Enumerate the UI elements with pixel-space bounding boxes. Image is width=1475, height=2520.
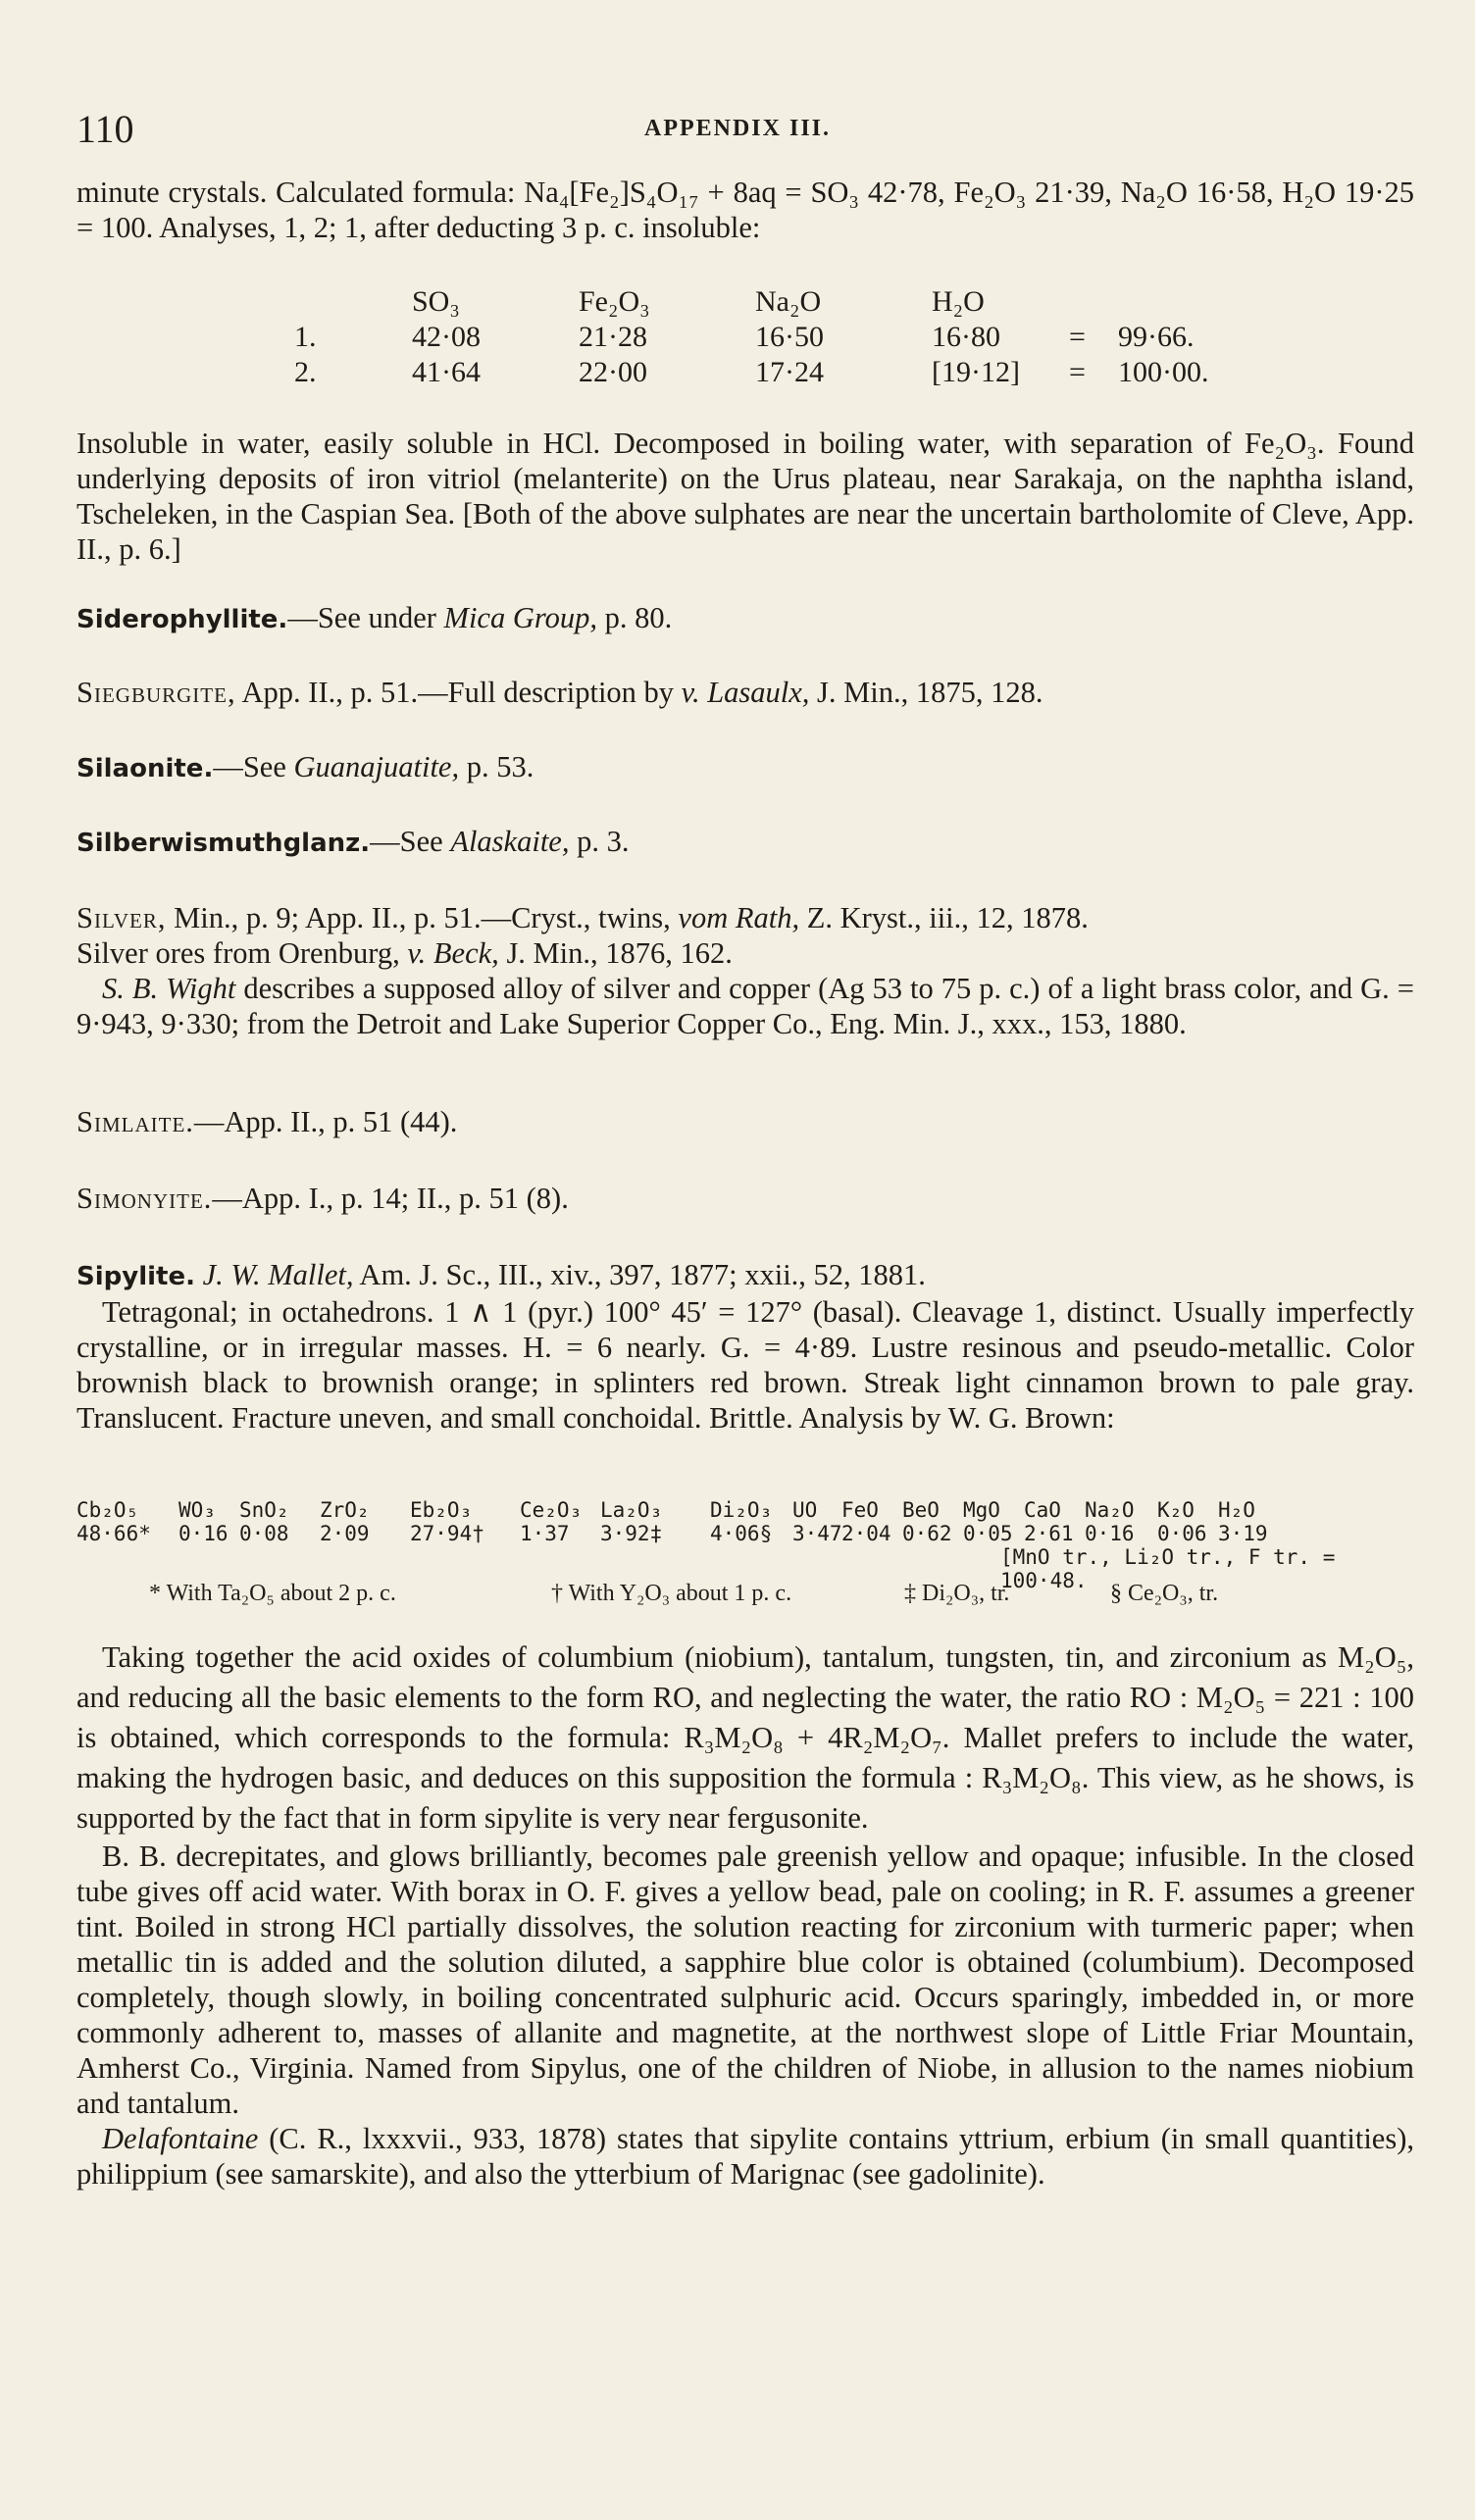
analysis-cell: 41·64 xyxy=(412,356,481,388)
analysis-cell: 16·80 xyxy=(932,321,1000,353)
sipylite-value-cell: 4·06§ xyxy=(710,1522,773,1545)
analysis-cell: 100·00. xyxy=(1118,356,1209,388)
sipylite-value-cell: 0·05 xyxy=(963,1522,1013,1545)
sipylite-value-cell: 0·06 xyxy=(1157,1522,1207,1545)
analysis-cell: 22·00 xyxy=(579,356,647,388)
footnote: ‡ Di₂O₃, tr. xyxy=(904,1581,1010,1606)
entry-text: —App. I., p. 14; II., p. 51 (8). xyxy=(212,1182,569,1215)
sipylite-header-cell: Na₂O xyxy=(1085,1498,1135,1522)
author-italic: S. B. Wight xyxy=(102,972,236,1005)
entry-simonyite xyxy=(76,1181,1414,1216)
sipylite-header-cell: K₂O xyxy=(1157,1498,1195,1522)
sipylite-header-cell: Eb₂O₃ xyxy=(410,1498,473,1522)
analysis-header-cell xyxy=(1069,284,1118,320)
analysis-header-cell: Fe₂O₃ xyxy=(579,285,650,318)
headword: Silberwismuthglanz. xyxy=(76,829,371,858)
entry-text: Silver ores from Orenburg, xyxy=(76,936,408,970)
sipylite-header-cell: FeO xyxy=(841,1498,879,1522)
sipylite-header-cell: MgO xyxy=(963,1498,1000,1522)
analysis-row xyxy=(294,320,1255,355)
intro-text: minute crystals. Calculated formula: Na₄[Fe₂]S₄O₁₇ + 8aq = SO₃ 42·78, Fe₂O₃ 21·39, Na₂O 16·58, H₂O 19·25 = 100. Analyses, 1, 2; 1, after deducting 3 p. c. insoluble: xyxy=(76,176,1414,244)
analysis-table-wrap xyxy=(294,284,1255,390)
analysis-header-cell: Na₂O xyxy=(755,285,822,318)
entry-silver xyxy=(76,900,1414,1041)
entry-text: App. II., p. 51.—Full description by xyxy=(235,676,682,709)
analysis-header-cell xyxy=(1118,284,1255,320)
running-head: APPENDIX III. xyxy=(643,116,831,141)
entry-text: describes a supposed alloy of silver and copper (Ag 53 to 75 p. c.) of a light brass color, and G. = 9·943, 9·330; from the Detroit and Lake Superior Copper Co., Eng. Min. J., xxx., 153, 1880. xyxy=(76,972,1414,1040)
entry-sipylite xyxy=(76,1257,1414,1436)
analysis-cell: [19·12] xyxy=(932,356,1020,388)
entry-text: J. Min., 1876, 162. xyxy=(498,936,733,970)
analysis-row xyxy=(294,355,1255,390)
intro-block xyxy=(76,175,1414,245)
sipylite-analysis-value-row xyxy=(76,1522,1414,1545)
entry-text: —App. II., p. 51 (44). xyxy=(193,1105,458,1138)
sipylite-header-cell: H₂O xyxy=(1218,1498,1255,1522)
entry-text: —See xyxy=(370,825,451,858)
footnote: § Ce₂O₃, tr. xyxy=(1110,1581,1219,1606)
entry-text: (C. R., lxxxvii., 933, 1878) states that sipylite contains yttrium, erbium (in small quantities), philippium (see samarskite), and also the ytterbium of Marignac (see gadolinite). xyxy=(76,2122,1414,2191)
sipylite-header-cell: La₂O₃ xyxy=(600,1498,663,1522)
entry-silberwismuthglanz xyxy=(76,824,1414,861)
sipylite-value-cell: 27·94† xyxy=(410,1522,484,1545)
sipylite-header-cell: Cb₂O₅ xyxy=(76,1498,139,1522)
sipylite-header-cell: BeO xyxy=(902,1498,940,1522)
discussion-paragraph: Taking together the acid oxides of columbium (niobium), tantalum, tungsten, tin, and zirconium as M₂O₅, and reducing all the basic elements to the form RO, and neglecting the water, the ratio RO : M₂O₅ = 221 : 100 is obtained, which corresponds to the formula: R₃M₂O₈ + 4R₂M₂O₇. Mallet prefers to include the water, making the hydrogen basic, and deduces on this supposition the formula : R₃M₂O₈. This view, as he shows, is supported by the fact that in form sipylite is very near fergusonite. xyxy=(76,1640,1414,1835)
insoluble-paragraph: Insoluble in water, easily soluble in HCl. Decomposed in boiling water, with separation of Fe₂O₃. Found underlying deposits of iron vitriol (melanterite) on the Urus plateau, near Sarakaja, on the naphtha island, Tscheleken, in the Caspian Sea. [Both of the above sulphates are near the uncertain bartholomite of Cleve, App. II., p. 6.] xyxy=(76,427,1414,566)
entry-ref-italic: vom Rath, xyxy=(678,901,800,934)
sipylite-value-cell: 3·92‡ xyxy=(600,1522,663,1545)
headword: Simlaite. xyxy=(76,1105,194,1138)
footnote: † With Y₂O₃ about 1 p. c. xyxy=(551,1581,792,1606)
analysis-cell: = xyxy=(1069,356,1086,388)
sipylite-value-cell: 3·19 xyxy=(1218,1522,1268,1545)
sipylite-value-cell: 3·47 xyxy=(792,1522,842,1545)
entry-simlaite xyxy=(76,1104,1414,1139)
entry-text: Z. Kryst., iii., 12, 1878. xyxy=(799,901,1089,934)
headword: Simonyite. xyxy=(76,1182,213,1215)
entry-text: —See under xyxy=(287,601,444,634)
headword: Silaonite. xyxy=(76,754,214,783)
analysis-cell: 42·08 xyxy=(412,321,481,353)
author-italic: Delafontaine xyxy=(102,2122,259,2155)
footnote: * With Ta₂O₅ about 2 p. c. xyxy=(149,1581,396,1606)
headword: Sipylite. xyxy=(76,1262,195,1291)
sipylite-value-cell: 2·09 xyxy=(320,1522,370,1545)
entry-siegburgite xyxy=(76,675,1414,710)
author-italic: J. W. Mallet, xyxy=(202,1258,354,1291)
entry-siderophyllite xyxy=(76,600,1414,637)
entry-ref-italic: v. Beck, xyxy=(407,936,499,970)
sipylite-value-cell: 0·62 xyxy=(902,1522,952,1545)
entry-text: Min., p. 9; App. II., p. 51.—Cryst., twins, xyxy=(166,901,679,934)
headword: Siegburgite, xyxy=(76,676,236,709)
entry-text: —See xyxy=(213,750,294,783)
analysis-cell: 2. xyxy=(294,356,317,388)
headword: Silver, xyxy=(76,901,167,934)
insoluble-block xyxy=(76,426,1414,567)
sipylite-description: Tetragonal; in octahedrons. 1 ∧ 1 (pyr.) 100° 45′ = 127° (basal). Cleavage 1, distinct. Usually imperfectly crystalline, or in irregular masses. H. = 6 nearly. G. = 4·89. Lustre resinous and pseudo-metallic. Color brownish black to brownish orange; in splinters red brown. Streak light cinnamon brown to pale gray. Translucent. Fracture uneven, and small conchoidal. Brittle. Analysis by W. G. Brown: xyxy=(76,1295,1414,1435)
analysis-header-cell: H₂O xyxy=(932,285,985,318)
analysis-cell: 1. xyxy=(294,321,317,353)
analysis-cell: 99·66. xyxy=(1118,321,1195,353)
page-number: 110 xyxy=(76,107,134,151)
sipylite-value-cell: 2·61 xyxy=(1024,1522,1074,1545)
sipylite-header-cell: CaO xyxy=(1024,1498,1061,1522)
analysis-header-cell xyxy=(294,284,412,320)
sipylite-header-cell: WO₃ xyxy=(178,1498,216,1522)
analysis-cell: 17·24 xyxy=(755,356,824,388)
sipylite-value-cell: 0·16 xyxy=(1085,1522,1135,1545)
analysis-cell: 16·50 xyxy=(755,321,824,353)
sipylite-header-cell: SnO₂ xyxy=(239,1498,289,1522)
entry-ref-italic: Alaskaite, xyxy=(450,825,570,858)
entry-text: J. Min., 1875, 128. xyxy=(809,676,1043,709)
entry-text: Am. J. Sc., III., xiv., 397, 1877; xxii., 52, 1881. xyxy=(353,1258,926,1291)
discussion-paragraph: B. B. decrepitates, and glows brilliantly, becomes pale greenish yellow and opaque; infusible. In the closed tube gives off acid water. With borax in O. F. gives a yellow bead, pale on cooling; in R. F. assumes a greener tint. Boiled in strong HCl partially dissolves, the solution reacting for zirconium with turmeric paper; when metallic tin is added and the solution diluted, a sapphire blue color is obtained (columbium). Decomposed completely, though slowly, in boiling concentrated sulphuric acid. Occurs sparingly, imbedded in, or more commonly adherent to, masses of allanite and magnetite, at the northwest slope of Little Friar Mountain, Amherst Co., Virginia. Named from Sipylus, one of the children of Niobe, in allusion to the names niobium and tantalum. xyxy=(76,1840,1414,2120)
analysis-table xyxy=(294,284,1255,390)
entry-ref-italic: Mica Group, xyxy=(443,601,597,634)
analysis-header-row xyxy=(294,284,1255,320)
discussion-block xyxy=(76,1638,1414,2192)
sipylite-analysis-table xyxy=(76,1498,1414,1592)
sipylite-value-cell: 1·37 xyxy=(520,1522,570,1545)
sipylite-value-cell: 0·08 xyxy=(239,1522,289,1545)
analysis-header-cell: SO₃ xyxy=(412,285,460,318)
analysis-cell: 21·28 xyxy=(579,321,647,353)
analysis-cell: = xyxy=(1069,321,1086,353)
sipylite-header-cell: ZrO₂ xyxy=(320,1498,370,1522)
sipylite-header-cell: Ce₂O₃ xyxy=(520,1498,583,1522)
sipylite-analysis-header-row xyxy=(76,1498,1414,1522)
entry-text: p. 3. xyxy=(569,825,630,858)
sipylite-header-cell: Di₂O₃ xyxy=(710,1498,773,1522)
entry-ref-italic: v. Lasaulx, xyxy=(681,676,810,709)
entry-silaonite xyxy=(76,749,1414,786)
sipylite-value-cell: 2·04 xyxy=(841,1522,891,1545)
sipylite-value-cell: 48·66* xyxy=(76,1522,151,1545)
headword: Siderophyllite. xyxy=(76,605,288,634)
sipylite-header-cell: UO xyxy=(792,1498,818,1522)
entry-ref-italic: Guanajuatite, xyxy=(293,750,460,783)
sipylite-extra-text: [MnO tr., Li₂O tr., F tr. = 100·48. xyxy=(1000,1545,1336,1592)
sipylite-value-cell: 0·16 xyxy=(178,1522,229,1545)
entry-text: p. 80. xyxy=(596,601,673,634)
entry-text: p. 53. xyxy=(459,750,534,783)
